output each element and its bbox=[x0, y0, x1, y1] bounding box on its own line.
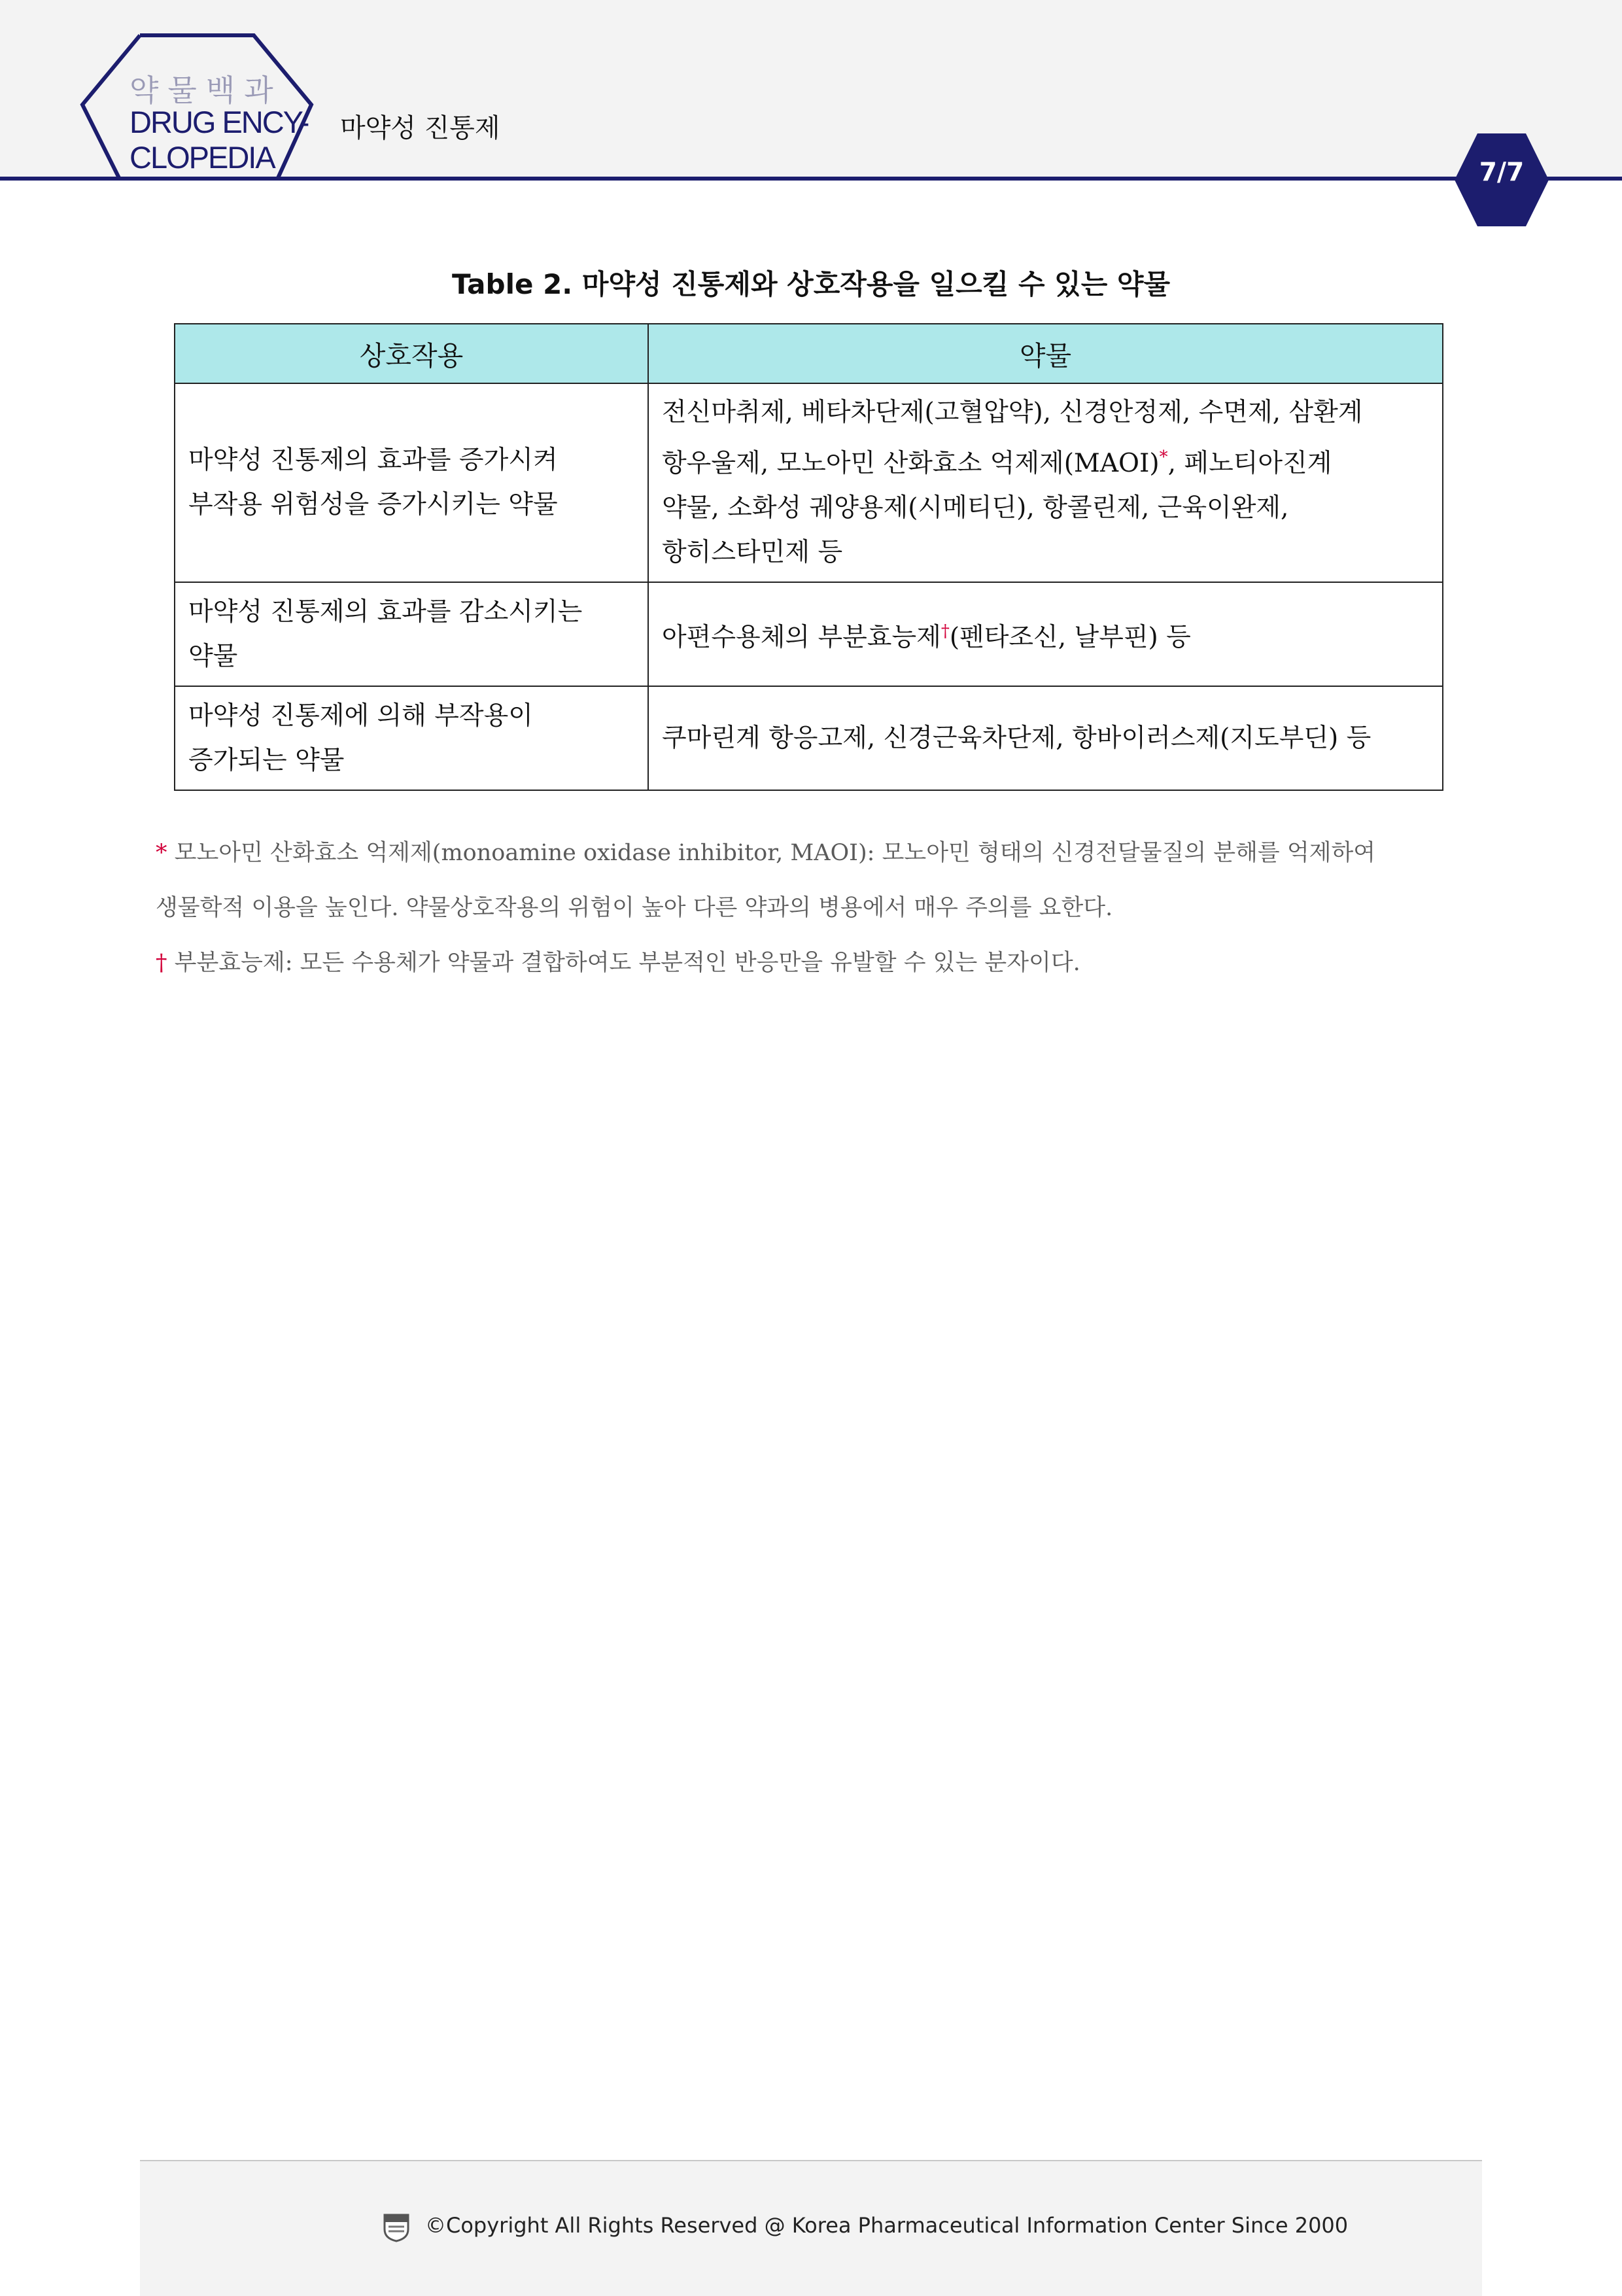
cell-line: 증가되는 약물 bbox=[188, 745, 345, 775]
logo-english bbox=[129, 105, 308, 175]
footnote-partial-agonist bbox=[156, 935, 1470, 990]
footnote-mark: * bbox=[156, 840, 167, 866]
drugs-cell bbox=[648, 686, 1443, 790]
cell-text: 아편수용체의 부분효능제 bbox=[662, 622, 941, 652]
footnote-text: 모노아민 산화효소 억제제(monoamine oxidase inhibitor, MAOI): 모노아민 형태의 신경전달물질의 분해를 억제하여 bbox=[174, 840, 1376, 866]
column-header-drugs: 약물 bbox=[648, 324, 1443, 383]
document-title: 마약성 진통제 bbox=[340, 113, 500, 143]
copyright-text: ©Copyright All Rights Reserved @ Korea Pharmaceutical Information Center Since 2000 bbox=[425, 2213, 1349, 2238]
table-row bbox=[175, 383, 1443, 582]
cell-line: 전신마취제, 베타차단제(고혈압약), 신경안정제, 수면제, 삼환계 bbox=[662, 398, 1363, 427]
interaction-table bbox=[174, 323, 1443, 791]
footnote-line bbox=[156, 826, 1470, 880]
drugs-cell bbox=[648, 582, 1443, 686]
cell-line: 마약성 진통제에 의해 부작용이 bbox=[188, 701, 533, 731]
table-row bbox=[175, 582, 1443, 686]
logo-english-line2: CLOPEDIA bbox=[129, 140, 275, 175]
footnote-mark: † bbox=[940, 621, 950, 641]
cell-line: 부작용 위험성을 증가시키는 약물 bbox=[188, 490, 558, 519]
drugs-cell bbox=[648, 383, 1443, 582]
cell-line: 약물, 소화성 궤양용제(시메티딘), 항콜린제, 근육이완제, bbox=[662, 493, 1289, 523]
cell-line bbox=[662, 435, 1429, 486]
interaction-cell bbox=[175, 686, 648, 790]
cell-text: 쿠마린계 항응고제, 신경근육차단제, 항바이러스제(지도부딘) 등 bbox=[662, 723, 1372, 753]
interaction-cell bbox=[175, 582, 648, 686]
cell-line: 마약성 진통제의 효과를 감소시키는 bbox=[188, 597, 583, 627]
cell-text: (펜타조신, 날부핀) 등 bbox=[949, 622, 1191, 652]
footnote-line: 생물학적 이용을 높인다. 약물상호작용의 위험이 높아 다른 약과의 병용에서 매우 주의를 요한다. bbox=[156, 895, 1113, 921]
footnote-maoi bbox=[156, 826, 1470, 935]
footnote-mark: * bbox=[1159, 447, 1168, 467]
cell-text: , 페노티아진계 bbox=[1167, 449, 1332, 478]
cell-text: 항우울제, 모노아민 산화효소 억제제(MAOI) bbox=[662, 449, 1160, 478]
column-header-interaction: 상호작용 bbox=[175, 324, 648, 383]
interaction-cell bbox=[175, 383, 648, 582]
cell-line: 약물 bbox=[188, 641, 238, 671]
table-row bbox=[175, 686, 1443, 790]
kpic-emblem-icon bbox=[382, 2211, 411, 2242]
footnote-text: 부분효능제: 모든 수용체가 약물과 결합하여도 부분적인 반응만을 유발할 수 있는 분자이다. bbox=[174, 950, 1080, 976]
cell-line: 마약성 진통제의 효과를 증가시켜 bbox=[188, 445, 558, 475]
page-number: 7/7 bbox=[1479, 158, 1525, 187]
logo-english-line1: DRUG ENCY- bbox=[129, 105, 309, 139]
logo-korean: 약물백과 bbox=[129, 73, 283, 108]
cell-line: 항히스타민제 등 bbox=[662, 538, 843, 567]
table-header-row bbox=[175, 324, 1443, 383]
table-caption: Table 2. 마약성 진통제와 상호작용을 일으킬 수 있는 약물 bbox=[451, 268, 1171, 300]
footnote-mark: † bbox=[156, 950, 167, 976]
